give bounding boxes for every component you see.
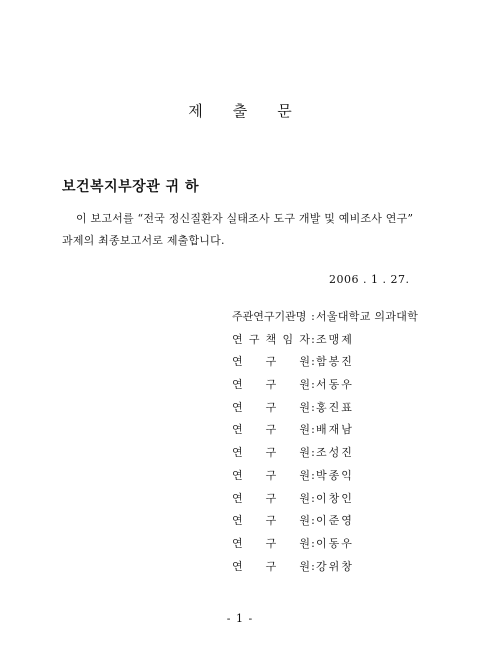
roster-separator: : xyxy=(311,559,315,573)
roster-role xyxy=(232,444,310,460)
roster-role xyxy=(232,535,310,551)
title-char: 제 xyxy=(188,102,203,120)
roster-role-char: 연 xyxy=(232,400,243,414)
roster-role xyxy=(232,490,310,506)
document-title xyxy=(0,100,480,121)
roster-role-char: 연 xyxy=(232,446,243,460)
roster-row xyxy=(232,558,452,581)
title-char: 문 xyxy=(277,102,292,120)
roster-name: 조성진 xyxy=(316,446,354,460)
roster-row xyxy=(232,421,452,444)
roster-role xyxy=(232,512,310,528)
roster-row xyxy=(232,308,452,331)
title-char: 출 xyxy=(232,102,248,120)
roster-separator: : xyxy=(311,332,315,346)
roster-separator: : xyxy=(311,378,315,392)
roster-row xyxy=(232,353,452,376)
roster-row xyxy=(232,512,452,535)
page-number: - 1 - xyxy=(226,612,254,625)
roster-role-char: 구 xyxy=(265,446,277,460)
roster-name: 박종익 xyxy=(316,468,354,482)
roster-separator: : xyxy=(311,536,315,550)
roster-name: 이동우 xyxy=(316,536,354,550)
body-text-line: 이 보고서를 “전국 정신질환자 실태조사 도구 개발 및 예비조사 연구” xyxy=(76,212,414,225)
roster-role-char: 연 xyxy=(232,378,243,392)
roster-separator: : xyxy=(311,468,315,482)
roster-role-char: 책 xyxy=(265,332,277,346)
roster-name: 홍진표 xyxy=(316,400,354,414)
roster-role-char: 원 xyxy=(299,536,310,550)
roster-row xyxy=(232,444,452,467)
roster-role-char: 구 xyxy=(265,491,277,505)
roster-separator: : xyxy=(311,310,315,323)
roster-name: 함봉진 xyxy=(316,355,354,369)
roster-role-char: 원 xyxy=(299,514,310,528)
roster-role xyxy=(232,376,310,392)
roster-role-char: 연 xyxy=(232,355,243,369)
roster-role-char: 구 xyxy=(265,423,277,437)
roster-name: 강위창 xyxy=(316,559,354,573)
roster-role-char: 구 xyxy=(248,332,260,346)
roster-role-char: 구 xyxy=(265,378,277,392)
roster-separator: : xyxy=(311,423,315,437)
roster-role-char: 구 xyxy=(265,514,277,528)
body-text-line: 과제의 최종보고서로 제출합니다. xyxy=(62,234,225,247)
roster-row xyxy=(232,399,452,422)
roster-role-char: 임 xyxy=(282,332,294,346)
roster-name: 서동우 xyxy=(316,378,354,392)
roster-role-char: 원 xyxy=(299,355,310,369)
roster-name: 서울대학교 의과대학 xyxy=(316,310,419,323)
roster-role-char: 원 xyxy=(299,400,310,414)
roster-separator: : xyxy=(311,355,315,369)
roster-role-char: 원 xyxy=(299,468,310,482)
roster-role-char: 구 xyxy=(265,355,277,369)
roster-role: 주관연구기관명 xyxy=(232,310,307,323)
roster-separator: : xyxy=(311,514,315,528)
roster-role-char: 자 xyxy=(299,332,310,346)
roster-role-char: 구 xyxy=(265,559,277,573)
roster-role xyxy=(232,331,310,347)
roster-role-char: 연 xyxy=(232,559,243,573)
roster-role-char: 연 xyxy=(232,536,243,550)
roster-role-char: 원 xyxy=(299,378,310,392)
roster-separator: : xyxy=(311,491,315,505)
roster-role-char: 연 xyxy=(232,491,243,505)
roster-role-char: 원 xyxy=(299,559,310,573)
roster-separator: : xyxy=(311,446,315,460)
roster-role xyxy=(232,558,310,574)
roster-role-char: 구 xyxy=(265,400,277,414)
roster-separator: : xyxy=(311,400,315,414)
addressee: 보건복지부장관 귀 하 xyxy=(62,179,199,195)
roster-role-char: 구 xyxy=(265,468,277,482)
roster-role-char: 연 xyxy=(232,423,243,437)
roster-role-char: 원 xyxy=(299,491,310,505)
roster-row xyxy=(232,535,452,558)
roster-role-char: 구 xyxy=(265,536,277,550)
roster-role xyxy=(232,467,310,483)
roster-name: 이준영 xyxy=(316,514,354,528)
roster-row xyxy=(232,490,452,513)
roster-name: 배재남 xyxy=(316,423,354,437)
researcher-roster xyxy=(232,308,452,580)
roster-role-char: 원 xyxy=(299,423,310,437)
roster-row xyxy=(232,467,452,490)
roster-role xyxy=(232,353,310,369)
roster-role-char: 원 xyxy=(299,446,310,460)
roster-role-char: 연 xyxy=(232,514,243,528)
roster-role xyxy=(232,421,310,437)
roster-role-char: 연 xyxy=(232,332,243,346)
roster-name: 이창인 xyxy=(316,491,354,505)
submission-date: 2006 . 1 . 27. xyxy=(329,273,410,286)
roster-role xyxy=(232,399,310,415)
roster-role-char: 연 xyxy=(232,468,243,482)
roster-row xyxy=(232,376,452,399)
roster-name: 조맹제 xyxy=(316,332,354,346)
roster-row xyxy=(232,331,452,354)
